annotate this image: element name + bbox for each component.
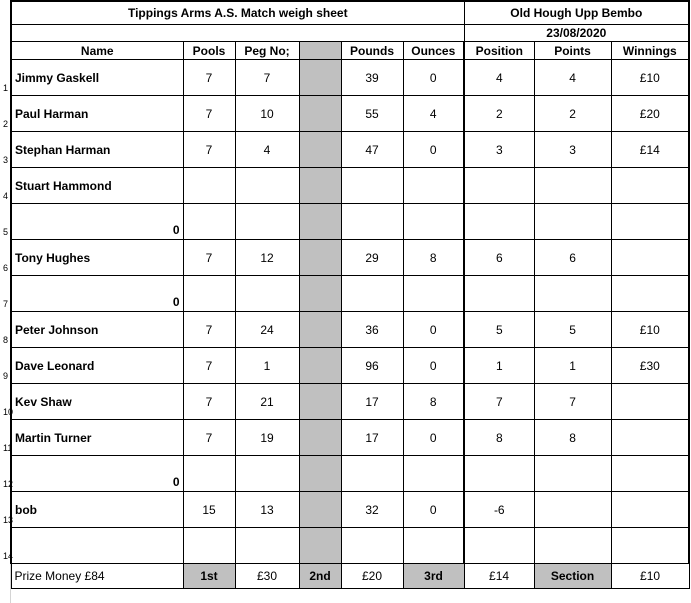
cell-winnings[interactable]: £20 [611,96,689,132]
header-points[interactable]: Points [534,42,611,60]
cell-peg[interactable] [235,204,299,240]
table-row [11,204,689,240]
cell-spacer[interactable] [299,168,341,204]
cell-spacer[interactable] [299,312,341,348]
cell-name[interactable] [3,456,183,492]
cell-points[interactable] [534,276,611,312]
cell-points[interactable] [534,528,611,564]
cell-ounces[interactable]: 0 [403,348,464,384]
header-position[interactable]: Position [464,42,534,60]
third-amount[interactable]: £14 [464,564,534,589]
cell-spacer[interactable] [299,240,341,276]
row-number: 6 [3,263,9,273]
cell-name[interactable] [3,60,183,96]
cell-points[interactable]: 1 [534,348,611,384]
row-number: 13 [3,515,14,525]
cell-winnings[interactable] [611,384,689,420]
cell-points[interactable]: 7 [534,384,611,420]
name-zero-value: 0 [172,475,180,489]
cell-points[interactable]: 2 [534,96,611,132]
cell-ounces[interactable] [403,204,464,240]
cell-position[interactable]: 4 [464,60,534,96]
cell-points[interactable] [534,168,611,204]
cell-pools[interactable] [183,276,235,312]
cell-position[interactable]: -6 [464,492,534,528]
cell-position[interactable]: 5 [464,312,534,348]
row-number: 3 [3,155,9,165]
cell-peg[interactable]: 21 [235,384,299,420]
cell-ounces[interactable]: 0 [403,312,464,348]
cell-winnings[interactable]: £14 [611,132,689,168]
cell-pounds[interactable]: 29 [341,240,403,276]
header-pounds[interactable]: Pounds [341,42,403,60]
cell-winnings[interactable] [611,528,689,564]
table-row [11,492,689,528]
cell-pools[interactable]: 7 [183,60,235,96]
cell-position[interactable]: 6 [464,240,534,276]
cell-peg[interactable]: 12 [235,240,299,276]
cell-pounds[interactable] [341,168,403,204]
cell-pools[interactable]: 7 [183,96,235,132]
cell-name[interactable] [3,312,183,348]
row-number: 12 [3,479,14,489]
angler-name: Stuart Hammond [15,178,112,193]
cell-ounces[interactable]: 8 [403,384,464,420]
cell-ounces[interactable]: 0 [403,132,464,168]
cell-winnings[interactable]: £30 [611,348,689,384]
cell-pounds[interactable]: 47 [341,132,403,168]
cell-pounds[interactable] [341,456,403,492]
cell-spacer[interactable] [299,384,341,420]
angler-name: bob [15,502,37,517]
cell-position[interactable]: 8 [464,420,534,456]
row-number: 1 [3,83,9,93]
header-peg[interactable]: Peg No; [235,42,299,60]
second-amount[interactable]: £20 [341,564,403,589]
table-row [11,276,689,312]
cell-pools[interactable] [183,204,235,240]
angler-name: Paul Harman [15,106,89,121]
cell-pounds[interactable] [341,528,403,564]
cell-name[interactable] [3,168,183,204]
row-number: 8 [3,335,9,345]
cell-points[interactable]: 4 [534,60,611,96]
cell-position[interactable] [464,168,534,204]
venue-title[interactable]: Old Hough Upp Bembo [464,1,689,25]
cell-winnings[interactable] [611,276,689,312]
cell-peg[interactable]: 10 [235,96,299,132]
cell-pounds[interactable]: 39 [341,60,403,96]
cell-winnings[interactable] [611,456,689,492]
first-label[interactable]: 1st [183,564,235,589]
cell-spacer[interactable] [299,276,341,312]
table-row [11,132,689,168]
cell-points[interactable] [534,204,611,240]
cell-peg[interactable]: 13 [235,492,299,528]
table-row [11,60,689,96]
cell-spacer[interactable] [299,204,341,240]
cell-ounces[interactable] [403,528,464,564]
row-number: 14 [3,551,14,561]
cell-winnings[interactable] [611,492,689,528]
cell-name[interactable] [3,492,183,528]
header-name[interactable]: Name [11,42,183,60]
cell-pools[interactable] [183,528,235,564]
angler-name: Kev Shaw [15,394,72,409]
cell-name[interactable] [3,348,183,384]
table-row [11,168,689,204]
cell-spacer[interactable] [299,456,341,492]
section-amount[interactable]: £10 [611,564,689,589]
cell-peg[interactable]: 7 [235,60,299,96]
cell-points[interactable]: 5 [534,312,611,348]
cell-name[interactable] [3,240,183,276]
cell-winnings[interactable]: £10 [611,312,689,348]
cell-pools[interactable]: 7 [183,240,235,276]
cell-position[interactable] [464,276,534,312]
table-row [11,312,689,348]
table-row [11,96,689,132]
cell-name[interactable] [3,132,183,168]
cell-ounces[interactable]: 0 [403,420,464,456]
cell-ounces[interactable]: 8 [403,240,464,276]
row-number: 7 [3,299,9,309]
cell-spacer[interactable] [299,60,341,96]
header-spacer[interactable] [299,42,341,60]
cell-winnings[interactable] [611,204,689,240]
cell-name[interactable] [3,420,183,456]
angler-name: Jimmy Gaskell [15,70,100,85]
cell-name[interactable] [3,528,183,564]
cell-pools[interactable]: 7 [183,384,235,420]
cell-ounces[interactable] [403,168,464,204]
cell-ounces[interactable]: 0 [403,60,464,96]
prize-money[interactable]: Prize Money £84 [11,564,183,589]
cell-points[interactable]: 6 [534,240,611,276]
cell-points[interactable] [534,492,611,528]
second-label[interactable]: 2nd [299,564,341,589]
cell-pounds[interactable]: 17 [341,420,403,456]
cell-peg[interactable] [235,456,299,492]
cell-position[interactable] [464,456,534,492]
cell-ounces[interactable]: 0 [403,492,464,528]
first-amount[interactable]: £30 [235,564,299,589]
cell-position[interactable]: 7 [464,384,534,420]
section-label[interactable]: Section [534,564,611,589]
cell-peg[interactable]: 4 [235,132,299,168]
table-row [11,456,689,492]
cell-winnings[interactable] [611,420,689,456]
cell-peg[interactable] [235,528,299,564]
row-number: 11 [3,443,13,453]
angler-name: Peter Johnson [15,322,99,337]
cell-pools[interactable]: 7 [183,312,235,348]
cell-winnings[interactable] [611,168,689,204]
third-label[interactable]: 3rd [403,564,464,589]
cell-pools[interactable] [183,168,235,204]
cell-pools[interactable]: 7 [183,348,235,384]
row-number: 2 [3,119,9,129]
table-row [11,240,689,276]
cell-peg[interactable]: 1 [235,348,299,384]
table-row [11,420,689,456]
cell-peg[interactable] [235,276,299,312]
header-pools[interactable]: Pools [183,42,235,60]
cell-peg[interactable]: 24 [235,312,299,348]
row-number: 4 [3,191,9,201]
cell-pools[interactable]: 7 [183,132,235,168]
cell-pounds[interactable]: 36 [341,312,403,348]
cell-spacer[interactable] [299,492,341,528]
cell-name[interactable] [3,276,183,312]
sheet-title[interactable]: Tippings Arms A.S. Match weigh sheet [11,1,464,25]
header-ounces[interactable]: Ounces [403,42,464,60]
cell-winnings[interactable]: £10 [611,60,689,96]
cell-peg[interactable]: 19 [235,420,299,456]
cell-pounds[interactable]: 55 [341,96,403,132]
cell-pounds[interactable]: 17 [341,384,403,420]
cell-name[interactable] [3,384,183,420]
cell-spacer[interactable] [299,528,341,564]
cell-spacer[interactable] [299,96,341,132]
angler-name: Stephan Harman [15,142,111,157]
angler-name: Tony Hughes [15,250,91,265]
cell-ounces[interactable] [403,276,464,312]
match-date[interactable]: 23/08/2020 [464,25,689,42]
cell-spacer[interactable] [299,132,341,168]
table-row [11,348,689,384]
cell-name[interactable] [3,204,183,240]
weigh-sheet-table [3,0,690,589]
cell-position[interactable] [464,204,534,240]
name-zero-value: 0 [172,295,180,309]
cell-position[interactable]: 3 [464,132,534,168]
cell-name[interactable] [3,96,183,132]
cell-pounds[interactable] [341,204,403,240]
cell-pools[interactable]: 15 [183,492,235,528]
cell-pools[interactable] [183,456,235,492]
cell-position[interactable]: 2 [464,96,534,132]
row-number: 9 [3,371,9,381]
row-number: 10 [3,407,14,417]
cell-position[interactable] [464,528,534,564]
cell-spacer[interactable] [299,420,341,456]
cell-winnings[interactable] [611,240,689,276]
name-zero-value: 0 [172,223,180,237]
cell-points[interactable]: 3 [534,132,611,168]
angler-name: Dave Leonard [15,358,95,373]
date-row-blank[interactable] [11,25,464,42]
angler-name: Martin Turner [15,430,92,445]
cell-pools[interactable]: 7 [183,420,235,456]
row-number: 5 [3,227,9,237]
cell-points[interactable]: 8 [534,420,611,456]
cell-peg[interactable] [235,168,299,204]
cell-ounces[interactable]: 4 [403,96,464,132]
cell-pounds[interactable]: 96 [341,348,403,384]
cell-spacer[interactable] [299,348,341,384]
cell-position[interactable]: 1 [464,348,534,384]
cell-ounces[interactable] [403,456,464,492]
header-winnings[interactable]: Winnings [611,42,689,60]
table-row [11,384,689,420]
table-row [11,528,689,564]
cell-pounds[interactable] [341,276,403,312]
cell-pounds[interactable]: 32 [341,492,403,528]
cell-points[interactable] [534,456,611,492]
